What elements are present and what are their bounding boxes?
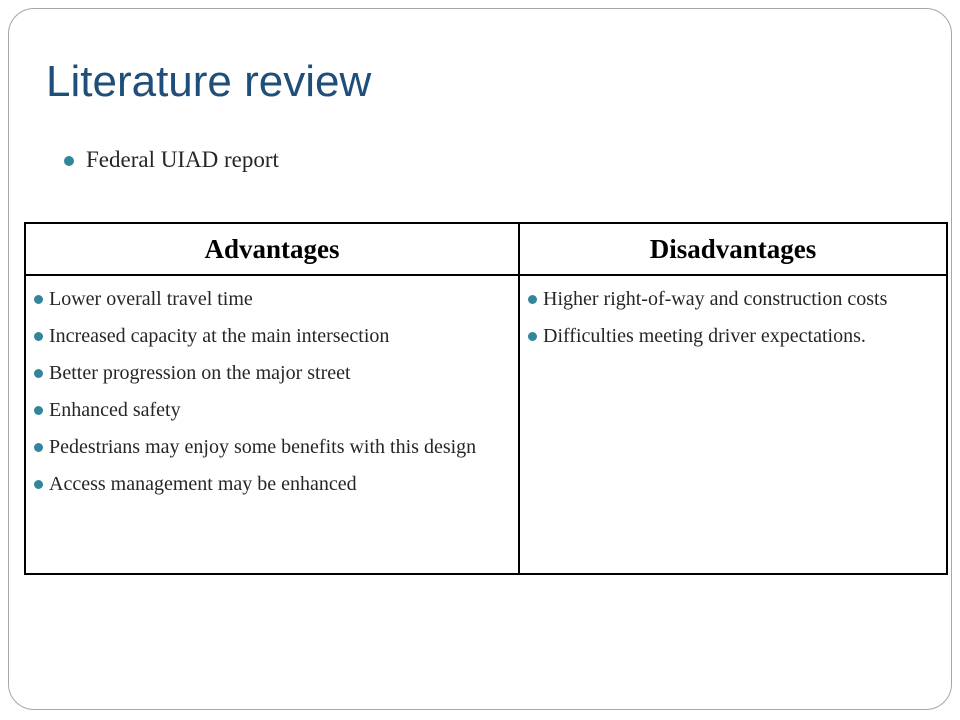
advantages-cell [25,275,519,574]
top-bullet-item [64,142,279,178]
bullet-dot-icon [34,332,43,341]
comparison-table [24,222,948,575]
table-row [25,275,947,574]
disadvantages-cell [519,275,947,574]
advantage-text: Pedestrians may enjoy some benefits with this design [49,436,477,458]
bullet-dot-icon [34,480,43,489]
bullet-dot-icon [34,295,43,304]
advantage-text: Lower overall travel time [49,288,253,310]
slide-title: Literature review [46,57,372,106]
advantage-item [34,395,508,426]
top-bullet-list [64,142,279,178]
bullet-dot-icon [34,369,43,378]
advantage-text: Enhanced safety [49,399,181,421]
advantage-text: Access management may be enhanced [49,473,357,495]
bullet-dot-icon [64,156,74,166]
bullet-dot-icon [34,406,43,415]
disadvantages-list [528,284,936,352]
advantage-item [34,469,508,500]
advantage-item [34,321,508,352]
disadvantage-item [528,321,936,352]
disadvantage-text: Difficulties meeting driver expectations. [543,325,866,347]
advantage-item [34,284,508,315]
advantage-item [34,358,508,389]
bullet-dot-icon [528,295,537,304]
advantage-text: Increased capacity at the main intersection [49,325,390,347]
table-header-row [25,223,947,275]
advantages-header: Advantages [25,223,519,275]
advantages-list [34,284,508,500]
advantage-item [34,432,508,463]
bullet-dot-icon [528,332,537,341]
bullet-dot-icon [34,443,43,452]
advantage-text: Better progression on the major street [49,362,351,384]
disadvantage-item [528,284,936,315]
disadvantages-header: Disadvantages [519,223,947,275]
top-bullet-text: Federal UIAD report [86,147,279,172]
disadvantage-text: Higher right-of-way and construction costs [543,288,888,310]
